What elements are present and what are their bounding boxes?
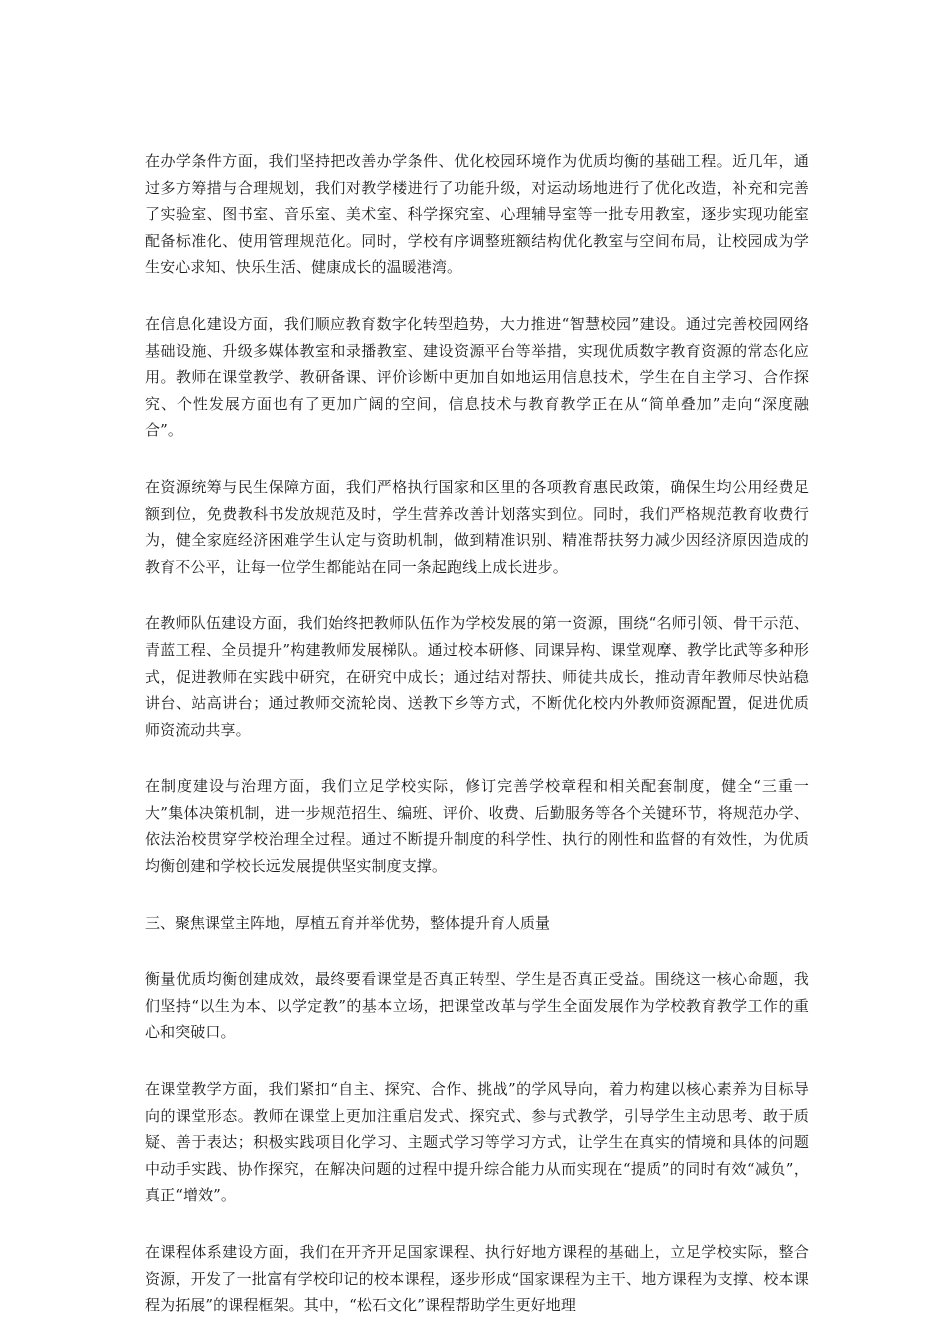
paragraph-informatization: 在信息化建设方面，我们顺应教育数字化转型趋势，大力推进“智慧校园”建设。通过完善校园网络基础设施、升级多媒体教室和录播教室、建设资源平台等举措，实现优质数字教育资源的常态化应用。教师在课堂教学、教研备课、评价诊断中更加自如地运用信息技术，学生在自主学习、合作探究、个性发展方面也有了更加广阔的空间，信息技术与教育教学正在从“简单叠加”走向“深度融合”。 <box>145 314 809 440</box>
paragraph-curriculum: 在课程体系建设方面，我们在开齐开足国家课程、执行好地方课程的基础上，立足学校实际，整合资源，开发了一批富有学校印记的校本课程，逐步形成“国家课程为主干、地方课程为支撑、校本课程为拓展”的课程框架。其中，“松石文化”课程帮助学生更好地理 <box>145 1243 809 1315</box>
paragraph-resources: 在资源统筹与民生保障方面，我们严格执行国家和区里的各项教育惠民政策，确保生均公用经费足额到位，免费教科书发放规范及时，学生营养改善计划落实到位。同时，我们严格规范教育收费行为，健全家庭经济困难学生认定与资助机制，做到精准识别、精准帮扶努力减少因经济原因造成的教育不公平，让每一位学生都能站在同一条起跑线上成长进步。 <box>145 477 809 576</box>
paragraph-teachers: 在教师队伍建设方面，我们始终把教师队伍作为学校发展的第一资源，围绕“名师引领、骨干示范、青蓝工程、全员提升”构建教师发展梯队。通过校本研修、同课异构、课堂观摩、教学比武等多种形式，促进教师在实践中研究，在研究中成长；通过结对帮扶、师徒共成长，推动青年教师尽快站稳讲台、站高讲台；通过教师交流轮岗、送教下乡等方式，不断优化校内外教师资源配置，促进优质师资流动共享。 <box>145 614 809 739</box>
paragraph-classroom-intro: 衡量优质均衡创建成效，最终要看课堂是否真正转型、学生是否真正受益。围绕这一核心命题，我们坚持“以生为本、以学定教”的基本立场，把课堂改革与学生全面发展作为学校教育教学工作的重心和突破口。 <box>145 970 809 1042</box>
paragraph-governance: 在制度建设与治理方面，我们立足学校实际，修订完善学校章程和相关配套制度，健全“三重一大”集体决策机制，进一步规范招生、编班、评价、收费、后勤服务等各个关键环节，将规范办学、依法治校贯穿学校治理全过程。通过不断提升制度的科学性、执行的刚性和监督的有效性，为优质均衡创建和学校长远发展提供坚实制度支撑。 <box>145 777 809 876</box>
section-heading: 三、聚焦课堂主阵地，厚植五育并举优势，整体提升育人质量 <box>145 913 551 932</box>
paragraph-classroom-teaching: 在课堂教学方面，我们紧扣“自主、探究、合作、挑战”的学风导向，着力构建以核心素养为目标导向的课堂形态。教师在课堂上更加注重启发式、探究式、参与式教学，引导学生主动思考、敢于质疑、善于表达；积极实践项目化学习、主题式学习等学习方式，让学生在真实的情境和具体的问题中动手实践、协作探究，在解决问题的过程中提升综合能力从而实现在“提质”的同时有效“减负”，真正“增效”。 <box>145 1080 809 1205</box>
paragraph-facilities: 在办学条件方面，我们坚持把改善办学条件、优化校园环境作为优质均衡的基础工程。近几年，通过多方筹措与合理规划，我们对教学楼进行了功能升级，对运动场地进行了优化改造，补充和完善了实验室、图书室、音乐室、美术室、科学探究室、心理辅导室等一批专用教室，逐步实现功能室配备标准化、使用管理规范化。同时，学校有序调整班额结构优化教室与空间布局，让校园成为学生安心求知、快乐生活、健康成长的温暖港湾。 <box>145 152 809 277</box>
document-body <box>145 148 809 1319</box>
